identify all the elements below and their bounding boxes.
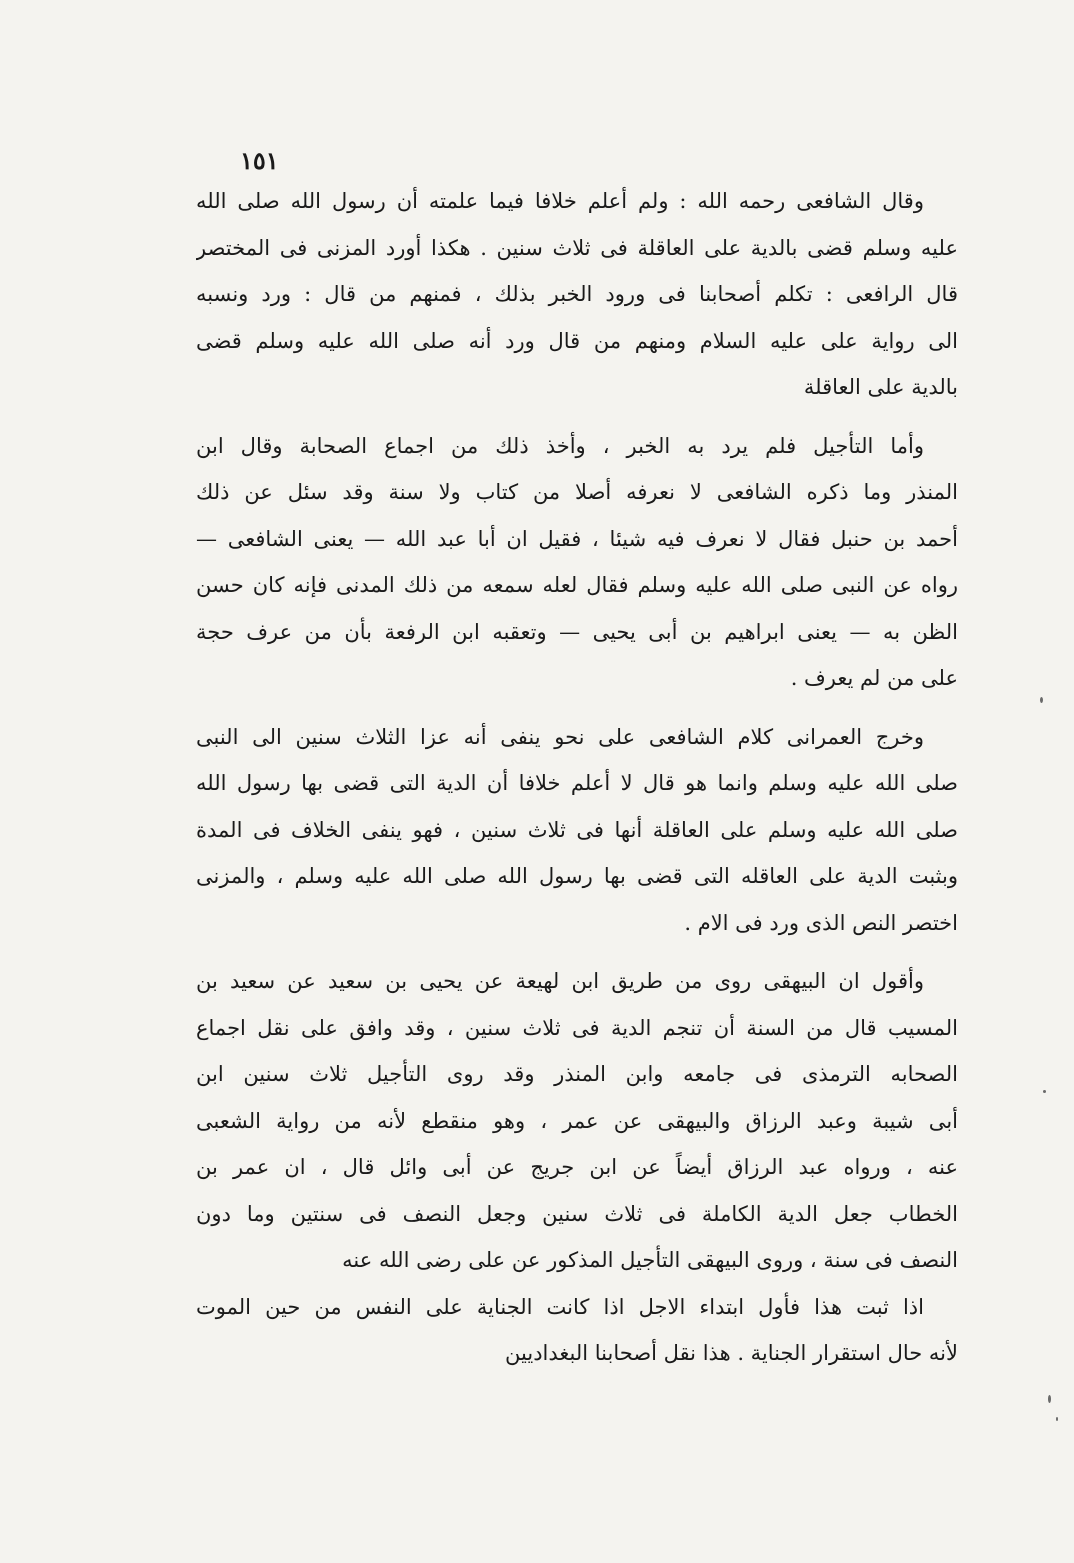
text-line: الخطاب جعل الدية الكاملة فى ثلاث سنين وجعل النصف فى سنتين وما دون xyxy=(196,1201,958,1226)
text-line: أبى شيبة وعبد الرزاق والبيهقى عن عمر ، وهو منقطع لأنه من رواية الشعبى xyxy=(196,1108,958,1133)
text-line: عليه وسلم قضى بالدية على العاقلة فى ثلاث سنين . هكذا أورد المزنى فى المختصر xyxy=(196,235,958,260)
text-line: المسيب قال من السنة أن تنجم الدية فى ثلاث سنين ، وقد وافق على نقل اجماع xyxy=(196,1015,958,1040)
text-line: قال الرافعى : تكلم أصحابنا فى ورود الخبر بذلك ، فمنهم من قال : ورد ونسبه xyxy=(196,282,958,306)
text-line: وبثبت الدية على العاقله التى قضى بها رسول الله صلى الله عليه وسلم ، والمزنى xyxy=(196,864,958,888)
scan-speck xyxy=(1043,1090,1046,1093)
scan-speck xyxy=(1048,1395,1051,1403)
text-line: الظن به — يعنى ابراهيم بن أبى يحيى — وتعقبه ابن الرفعة بأن من عرف حجة xyxy=(196,619,958,644)
text-line: رواه عن النبى صلى الله عليه وسلم فقال لعله سمعه من ذلك المدنى فإنه كان حسن xyxy=(196,573,958,597)
text-line: صلى الله عليه وسلم وانما هو قال لا أعلم خلافا أن الدية التى قضى بها رسول الله xyxy=(196,771,958,795)
scan-speck xyxy=(1056,1417,1058,1421)
text-line: وخرج العمرانى كلام الشافعى على نحو ينفى أنه عزا الثلاث سنين الى النبى xyxy=(196,724,924,749)
text-line: الصحابه الترمذى فى جامعه وابن المنذر وقد روى التأجيل ثلاث سنين ابن xyxy=(196,1062,958,1086)
text-line: وأما التأجيل فلم يرد به الخبر ، وأخذ ذلك من اجماع الصحابة وقال ابن xyxy=(196,433,924,458)
paragraph-gap xyxy=(196,411,958,423)
text-line: المنذر وما ذكره الشافعى لا نعرفه أصلا من كتاب ولا سنة وقد سئل عن ذلك xyxy=(196,480,958,504)
paragraph-5 xyxy=(196,1284,958,1377)
text-line: النصف فى سنة ، وروى البيهقى التأجيل المذكور عن على رضى الله عنه xyxy=(342,1248,958,1272)
text-line: عنه ، ورواه عبد الرزاق أيضاً عن ابن جريج عن أبى وائل قال ، ان عمر بن xyxy=(196,1155,958,1179)
paragraph-gap xyxy=(196,702,958,714)
text-line: اختصر النص الذى ورد فى الام . xyxy=(684,910,958,935)
body-text xyxy=(196,178,958,1377)
paragraph-4 xyxy=(196,958,958,1284)
paragraph-1 xyxy=(196,178,958,411)
text-line: لأنه حال استقرار الجناية . هذا نقل أصحابنا البغداديين xyxy=(505,1341,958,1365)
text-line: صلى الله عليه وسلم على العاقلة أنها فى ثلاث سنين ، فهو ينفى الخلاف فى المدة xyxy=(196,817,958,842)
text-line: على من لم يعرف . xyxy=(790,666,958,690)
scan-speck xyxy=(1040,697,1043,703)
text-line: اذا ثبت هذا فأول ابتداء الاجل اذا كانت الجناية على النفس من حين الموت xyxy=(196,1294,924,1319)
paragraph-gap xyxy=(196,946,958,958)
text-line: الى رواية على عليه السلام ومنهم من قال ورد أنه صلى الله عليه وسلم قضى xyxy=(196,328,958,353)
text-line: أحمد بن حنبل فقال لا نعرف فيه شيئا ، فقيل ان أبا عبد الله — يعنى الشافعى — xyxy=(196,526,958,551)
page-number: ١٥١ xyxy=(240,146,279,175)
text-line: وأقول ان البيهقى روى من طريق ابن لهيعة عن يحيى بن سعيد عن سعيد بن xyxy=(196,969,924,993)
paragraph-3 xyxy=(196,714,958,947)
text-line: بالدية على العاقلة xyxy=(803,375,958,399)
text-line: وقال الشافعى رحمه الله : ولم أعلم خلافا فيما علمته أن رسول الله صلى الله xyxy=(196,189,924,213)
paragraph-2 xyxy=(196,423,958,702)
